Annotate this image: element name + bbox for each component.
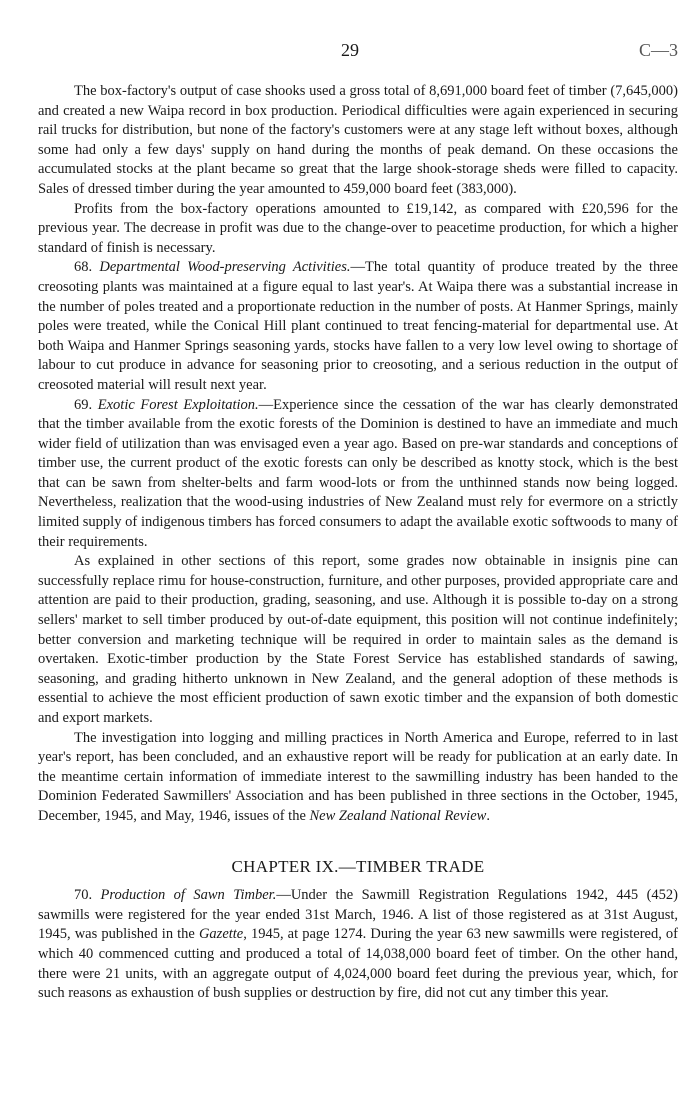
section-heading: Exotic Forest Exploitation. [97,396,259,413]
paragraph-text: . [486,807,490,824]
section-70 [38,886,678,1004]
report-reference: C—3 [638,40,678,60]
paragraph-text: The investigation into logging and milling practices in North America and Europe, referred to in last year's report, has been concluded, and an exhaustive report will be ready for publication at an early date. In the meantime certain information of immediate interest to the sawmilling industry has been handed to the Dominion Federated Sawmillers' Association and has been published in three sections in the October, 1945, December, 1945, and May, 1946, issues of the [38,729,678,824]
paragraph-box-factory-output [38,82,678,200]
publication-title: New Zealand National Review [309,807,487,824]
section-number: 70. [74,887,93,904]
paragraph-box-factory-profits [38,200,678,259]
chapter-title: CHAPTER IX.—TIMBER TRADE [231,856,485,876]
body-text [38,82,678,1004]
section-number: 68. [74,259,93,276]
section-heading: Departmental Wood-preserving Activities. [99,259,351,276]
section-number: 69. [74,396,93,413]
section-69 [38,396,678,553]
paragraph-text: The box-factory's output of case shooks used a gross total of 8,691,000 board feet of timber (7,645,000) and created a new Waipa record in box production. Periodical difficulties were again experienced in securing rail trucks for distribution, but none of the factory's customers were at any stage left without boxes, although some had only a few days' supply on hand during the months of peak demand. On these occasions the accumulated stocks at the plant became so great that the large shook-storage sheds were filled to capacity. Sales of dressed timber during the year amounted to 459,000 board feet (383,000). [38,83,678,197]
paragraph-investigation [38,729,678,827]
page-number: 29 [341,40,359,60]
publication-title: Gazette [198,926,244,943]
paragraph-text: , 1945, at page 1274. During the year 63 new sawmills were registered, of which 40 commenced cutting and produced a total of 14,038,000 board feet of timber. On the other hand, there were 21 units, with an aggregate output of 4,024,000 board feet during the previous year, which, for such reasons as exhaustion of bush supplies or destruction by fire, did not cut any timber this year. [38,926,678,1002]
paragraph-text: —Experience since the cessation of the war has clearly demonstrated that the timber available from the exotic forests of the Dominion is destined to have an immediate and much wider field of utilization than was envisaged even a year ago. Based on pre-war standards and conceptions of timber use, the current product of the exotic forests can only be described as knotty stock, which is the best that can be sawn from shelter-belts and farm wood-lots or from the unthinned stands now being logged. Nevertheless, realization that the wood-using industries of New Zealand must rely for evermore on a strictly limited supply of indigenous timbers has forced consumers to adapt the available exotic softwoods to many of their requirements. [38,396,679,550]
section-68 [38,258,678,395]
paragraph-text: Profits from the box-factory operations amounted to £19,142, as compared with £20,596 for the previous year. The decrease in profit was due to the change-over to peacetime production, for which a higher standard of finish is necessary. [38,200,678,256]
paragraph-text: —Under the Sawmill Registration Regulations 1942, 445 (452) sawmills were registered for the year ended 31st March, 1946. A list of those registered as at 31st August, 1945, was published in the [38,887,678,943]
paragraph-text: As explained in other sections of this report, some grades now obtainable in insignis pine can successfully replace rimu for house-construction, furniture, and other purposes, provided appropriate care and attention are paid to their production, grading, seasoning, and use. Although it is possible to-day on a strong sellers' market to sell timber produced by out-of-date equipment, this position will not continue indefinitely; better conversion and marketing technique will be required in order to maintain sales as the demand is overtaken. Exotic-timber production by the State Forest Service has established standards of sawing, seasoning, and grading hitherto unknown in New Zealand, and the general adoption of these methods is essential to achieve the most efficient production of sawn exotic timber and the expansion of both domestic and export markets. [38,553,678,726]
section-heading: Production of Sawn Timber. [100,887,277,904]
page-header [0,40,700,60]
paragraph-insignis-pine [38,552,678,728]
paragraph-text: —The total quantity of produce treated by the three creosoting plants was maintained at a figure equal to last year's. At Waipa there was a substantial increase in the number of poles treated and a proportionate reduction in the number of posts. At Hanmer Springs, mainly poles were treated, while the Conical Hill plant continued to treat fencing-material for departmental use. At both Waipa and Hanmer Springs seasoning yards, stocks have fallen to a very low level owing to shortage of labour to cut produce in advance for seasoning prior to creosoting, and a serious reduction in the output of creosoted material will result next year. [38,259,678,393]
